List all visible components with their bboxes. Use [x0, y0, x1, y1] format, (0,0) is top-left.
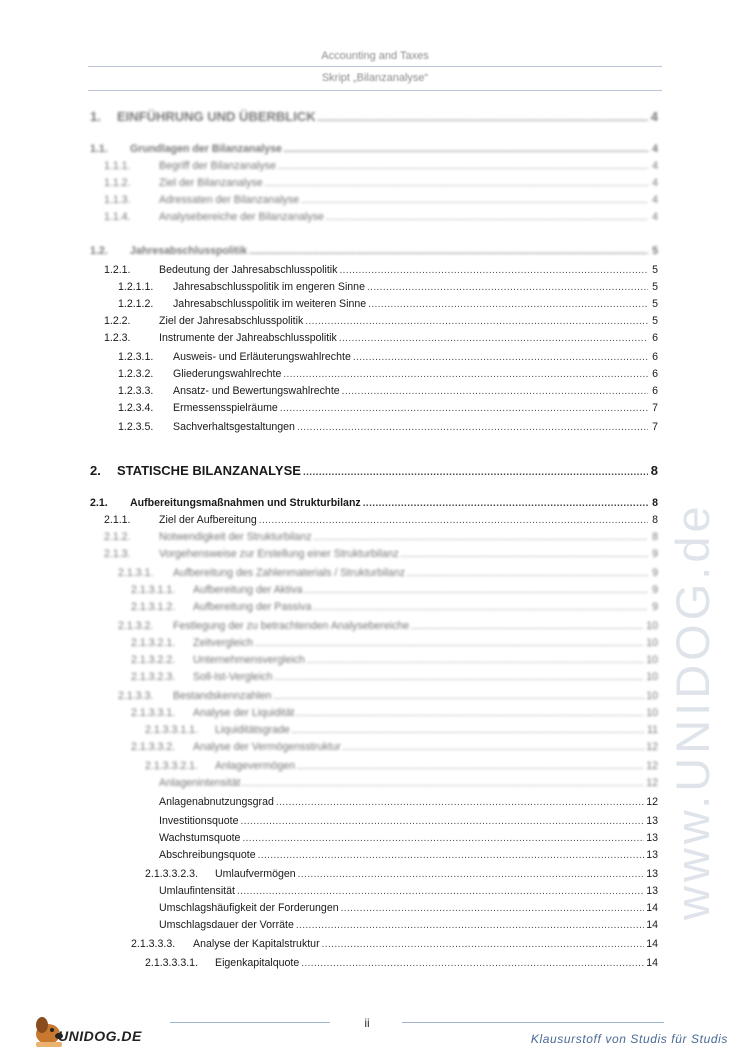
header-title: Accounting and Taxes	[321, 50, 429, 62]
toc-dot-leader	[242, 778, 644, 789]
toc-entry-number: 2.1.3.3.1.	[131, 707, 176, 719]
toc-entry	[159, 919, 658, 935]
toc-entry-number: 2.1.3.3.3.	[131, 938, 176, 950]
toc-entry	[159, 885, 658, 901]
toc-dot-leader	[265, 178, 648, 189]
toc-entry	[90, 109, 658, 125]
toc-entry-page: 10	[646, 707, 658, 719]
footer-line-left	[170, 1022, 330, 1023]
toc-dot-leader	[318, 113, 648, 124]
toc-entry-page: 10	[646, 654, 658, 666]
toc-dot-leader	[307, 655, 644, 666]
toc-dot-leader	[259, 515, 648, 526]
toc-entry-page: 4	[652, 143, 658, 155]
toc-entry-title: Umschlagshäufigkeit der Forderungen	[159, 902, 339, 914]
toc-entry-page: 10	[646, 690, 658, 702]
toc-entry-number: 1.	[90, 109, 101, 124]
toc-dot-leader	[241, 816, 645, 827]
toc-entry	[159, 849, 658, 865]
toc-entry	[159, 777, 658, 793]
toc-entry-page: 6	[652, 385, 658, 397]
toc-dot-leader	[242, 833, 644, 844]
toc-entry	[131, 671, 658, 687]
toc-entry-title: Ermessensspielräume	[173, 402, 278, 414]
page-number: ii	[364, 1016, 370, 1030]
toc-entry-title: Umlaufintensität	[159, 885, 235, 897]
toc-entry	[118, 385, 658, 401]
toc-dot-leader	[401, 549, 648, 560]
toc-entry-number: 2.1.3.1.	[118, 567, 154, 579]
toc-entry	[118, 298, 658, 314]
toc-entry-number: 1.2.1.	[104, 264, 131, 276]
toc-entry-page: 4	[650, 109, 658, 124]
toc-entry	[145, 760, 658, 776]
toc-dot-leader	[276, 797, 644, 808]
toc-entry-number: 1.2.3.4.	[118, 402, 154, 414]
toc-entry-page: 4	[652, 177, 658, 189]
toc-entry-title: Ziel der Jahresabschlusspolitik	[159, 315, 304, 327]
toc-entry-title: Liquiditätsgrade	[215, 724, 290, 736]
toc-entry-number: 1.2.3.2.	[118, 368, 154, 380]
toc-entry-page: 6	[652, 368, 658, 380]
toc-entry-number: 2.	[90, 463, 101, 478]
toc-entry-page: 8	[652, 497, 658, 509]
footer-slogan: Klausurstoff von Studis für Studis	[530, 1032, 728, 1046]
toc-entry-page: 14	[646, 919, 658, 931]
toc-entry-title: Umschlagsdauer der Vorräte	[159, 919, 294, 931]
toc-entry-title: Sachverhaltsgestaltungen	[173, 421, 295, 433]
toc-entry	[104, 531, 658, 547]
toc-entry-page: 8	[652, 531, 658, 543]
toc-entry	[159, 796, 658, 812]
toc-entry	[118, 402, 658, 418]
toc-entry-page: 9	[652, 584, 658, 596]
toc-entry-number: 2.1.3.1.1.	[131, 584, 176, 596]
toc-entry-number: 2.1.3.3.3.1.	[145, 957, 199, 969]
toc-entry-number: 1.2.1.1.	[118, 281, 154, 293]
toc-entry-page: 9	[652, 601, 658, 613]
toc-entry-page: 5	[652, 264, 658, 276]
toc-entry-title: Adressaten der Bilanzanalyse	[159, 194, 300, 206]
toc-entry-number: 1.2.2.	[104, 315, 131, 327]
toc-entry-number: 1.2.3.1.	[118, 351, 154, 363]
toc-entry	[104, 332, 658, 348]
toc-entry-title: Zeitvergleich	[193, 637, 254, 649]
toc-entry-number: 1.1.2.	[104, 177, 131, 189]
toc-entry-title: Ziel der Bilanzanalyse	[159, 177, 263, 189]
toc-entry-number: 2.1.3.3.2.	[131, 741, 176, 753]
toc-dot-leader	[297, 761, 644, 772]
toc-dot-leader	[283, 369, 648, 380]
toc-dot-leader	[284, 144, 648, 155]
toc-dot-leader	[258, 850, 645, 861]
toc-dot-leader	[342, 386, 648, 397]
toc-entry-number: 1.2.3.5.	[118, 421, 154, 433]
toc-entry-page: 8	[652, 514, 658, 526]
toc-entry-page: 4	[652, 160, 658, 172]
toc-dot-leader	[296, 708, 644, 719]
toc-entry-page: 7	[652, 421, 658, 433]
toc-entry-number: 1.2.3.	[104, 332, 131, 344]
toc-entry-page: 12	[646, 777, 658, 789]
toc-entry-title: Jahresabschlusspolitik im engeren Sinne	[173, 281, 365, 293]
toc-dot-leader	[255, 638, 644, 649]
toc-entry	[131, 654, 658, 670]
toc-entry	[145, 868, 658, 884]
toc-dot-leader	[341, 903, 645, 914]
toc-dot-leader	[278, 161, 648, 172]
toc-dot-leader	[326, 212, 648, 223]
toc-entry	[118, 421, 658, 437]
toc-entry	[104, 177, 658, 193]
toc-entry-title: Ziel der Aufbereitung	[159, 514, 257, 526]
toc-entry-page: 10	[646, 671, 658, 683]
toc-entry-title: Investitionsquote	[159, 815, 239, 827]
toc-entry	[159, 832, 658, 848]
toc-entry-number: 2.1.3.3.1.1.	[145, 724, 199, 736]
toc-entry-page: 13	[646, 868, 658, 880]
toc-dot-leader	[339, 265, 648, 276]
watermark-text: www.UNIDOG.de	[666, 502, 719, 920]
footer-line-right	[402, 1022, 664, 1023]
toc-entry-title: Aufbereitung der Passiva	[193, 601, 312, 613]
toc-entry-page: 9	[652, 548, 658, 560]
toc-dot-leader	[305, 585, 648, 596]
toc-entry-title: Abschreibungsquote	[159, 849, 256, 861]
toc-dot-leader	[407, 568, 648, 579]
toc-entry-title: Soll-Ist-Vergleich	[193, 671, 273, 683]
toc-dot-leader	[363, 498, 648, 509]
toc-entry-title: STATISCHE BILANZANALYSE	[117, 463, 301, 478]
toc-entry-title: Ausweis- und Erläuterungswahlrechte	[173, 351, 351, 363]
toc-entry-page: 6	[652, 351, 658, 363]
toc-entry-page: 7	[652, 402, 658, 414]
toc-entry-title: Begriff der Bilanzanalyse	[159, 160, 276, 172]
toc-entry-page: 5	[652, 281, 658, 293]
toc-entry-title: Aufbereitung der Aktiva	[193, 584, 303, 596]
toc-entry	[90, 463, 658, 479]
toc-entry-number: 1.1.	[90, 143, 108, 155]
toc-entry	[104, 264, 658, 280]
toc-entry-title: Eigenkapitalquote	[215, 957, 300, 969]
toc-entry-page: 14	[646, 957, 658, 969]
toc-entry-page: 10	[646, 620, 658, 632]
toc-entry-title: Gliederungswahlrechte	[173, 368, 282, 380]
toc-entry-page: 14	[646, 938, 658, 950]
toc-entry-page: 4	[652, 211, 658, 223]
toc-entry-number: 2.1.1.	[104, 514, 131, 526]
toc-entry-title: Unternehmensvergleich	[193, 654, 305, 666]
toc-entry-page: 13	[646, 832, 658, 844]
toc-entry-number: 2.1.3.	[104, 548, 131, 560]
toc-entry	[131, 637, 658, 653]
toc-entry-number: 2.1.3.3.2.1.	[145, 760, 199, 772]
toc-entry-number: 2.1.3.2.	[118, 620, 154, 632]
toc-entry-page: 13	[646, 815, 658, 827]
toc-entry	[118, 620, 658, 636]
toc-entry-title: Bedeutung der Jahresabschlusspolitik	[159, 264, 338, 276]
toc-entry	[118, 368, 658, 384]
toc-entry	[159, 902, 658, 918]
toc-entry-page: 11	[647, 724, 658, 736]
toc-dot-leader	[368, 299, 648, 310]
toc-dot-leader	[301, 958, 644, 969]
toc-entry-number: 1.1.4.	[104, 211, 131, 223]
toc-dot-leader	[249, 246, 648, 257]
toc-entry-title: Anlagenintensität	[159, 777, 241, 789]
toc-entry	[131, 707, 658, 723]
toc-entry-page: 14	[646, 902, 658, 914]
toc-entry-page: 13	[646, 885, 658, 897]
toc-dot-leader	[339, 333, 648, 344]
toc-entry-number: 1.1.1.	[104, 160, 131, 172]
toc-entry-title: Ansatz- und Bewertungswahlrechte	[173, 385, 340, 397]
toc-dot-leader	[301, 195, 648, 206]
toc-entry	[104, 194, 658, 210]
toc-entry	[90, 497, 658, 513]
toc-entry-number: 2.1.3.2.1.	[131, 637, 176, 649]
toc-dot-leader	[411, 621, 644, 632]
toc-dot-leader	[297, 422, 648, 433]
toc-entry	[131, 741, 658, 757]
toc-entry-number: 1.1.3.	[104, 194, 131, 206]
toc-entry-title: Analyse der Kapitalstruktur	[193, 938, 320, 950]
toc-entry-title: Jahresabschlusspolitik im weiteren Sinne	[173, 298, 367, 310]
toc-dot-leader	[273, 691, 644, 702]
toc-entry	[90, 143, 658, 159]
toc-entry-title: Aufbereitungsmaßnahmen und Strukturbilanz	[130, 497, 361, 509]
toc-entry	[131, 601, 658, 617]
toc-entry-page: 4	[652, 194, 658, 206]
toc-entry	[131, 584, 658, 600]
toc-entry	[159, 815, 658, 831]
toc-entry-title: Analyse der Liquidität	[193, 707, 295, 719]
toc-entry-title: Vorgehensweise zur Erstellung einer Strukturbilanz	[159, 548, 399, 560]
toc-entry-page: 5	[652, 315, 658, 327]
toc-dot-leader	[314, 532, 648, 543]
toc-dot-leader	[296, 920, 644, 931]
toc-dot-leader	[274, 672, 644, 683]
toc-entry-title: Anlagenabnutzungsgrad	[159, 796, 274, 808]
toc-dot-leader	[305, 316, 648, 327]
toc-entry-title: Wachstumsquote	[159, 832, 241, 844]
toc-entry	[104, 514, 658, 530]
toc-entry-title: Analyse der Vermögensstruktur	[193, 741, 341, 753]
toc-entry-title: Notwendigkeit der Strukturbilanz	[159, 531, 312, 543]
toc-entry	[118, 567, 658, 583]
toc-entry-number: 2.1.3.2.3.	[131, 671, 176, 683]
toc-entry	[145, 957, 658, 973]
unidog-logo-text: UNIDOG.DE	[58, 1028, 142, 1044]
toc-dot-leader	[280, 403, 648, 414]
toc-entry	[131, 938, 658, 954]
toc-entry-title: Analysebereiche der Bilanzanalyse	[159, 211, 324, 223]
toc-dot-leader	[367, 282, 648, 293]
toc-entry	[145, 724, 658, 740]
toc-dot-leader	[343, 742, 644, 753]
toc-entry-page: 9	[652, 567, 658, 579]
toc-entry	[90, 245, 658, 261]
toc-entry	[104, 315, 658, 331]
toc-entry-number: 2.1.3.1.2.	[131, 601, 176, 613]
toc-entry-title: Anlagevermögen	[215, 760, 296, 772]
toc-entry	[118, 690, 658, 706]
toc-entry	[104, 548, 658, 564]
toc-entry-page: 12	[646, 760, 658, 772]
toc-entry-page: 5	[652, 245, 658, 257]
toc-entry	[118, 281, 658, 297]
toc-entry-number: 2.1.2.	[104, 531, 131, 543]
toc-entry-title: Jahresabschlusspolitik	[130, 245, 248, 257]
toc-entry-number: 2.1.3.3.2.3.	[145, 868, 199, 880]
toc-entry-page: 6	[652, 332, 658, 344]
toc-entry-title: Aufbereitung des Zahlenmaterials / Strukturbilanz	[173, 567, 406, 579]
toc-dot-leader	[322, 939, 645, 950]
toc-dot-leader	[292, 725, 645, 736]
toc-entry-title: Grundlagen der Bilanzanalyse	[130, 143, 282, 155]
toc-entry-number: 1.2.	[90, 245, 108, 257]
toc-entry-title: Instrumente der Jahreabschlusspolitik	[159, 332, 337, 344]
toc-entry-page: 12	[646, 741, 658, 753]
toc-entry-number: 2.1.	[90, 497, 108, 509]
toc-entry-number: 1.2.3.3.	[118, 385, 154, 397]
toc-entry-page: 12	[646, 796, 658, 808]
toc-dot-leader	[353, 352, 648, 363]
toc-dot-leader	[303, 467, 648, 478]
toc-dot-leader	[313, 602, 648, 613]
toc-dot-leader	[237, 886, 644, 897]
toc-entry-page: 8	[650, 463, 658, 478]
toc-entry	[104, 160, 658, 176]
toc-entry-title: Umlaufvermögen	[215, 868, 296, 880]
toc-dot-leader	[298, 869, 645, 880]
toc-entry-title: Festlegung der zu betrachtenden Analysebereiche	[173, 620, 410, 632]
toc-entry-title: EINFÜHRUNG UND ÜBERBLICK	[117, 109, 316, 124]
header-subtitle: Skript „Bilanzanalyse“	[321, 72, 429, 84]
toc-entry-number: 1.2.1.2.	[118, 298, 154, 310]
toc-entry	[104, 211, 658, 227]
toc-entry-title: Bestandskennzahlen	[173, 690, 272, 702]
toc-entry-page: 13	[646, 849, 658, 861]
toc-entry-page: 10	[646, 637, 658, 649]
toc-entry-page: 5	[652, 298, 658, 310]
toc-entry-number: 2.1.3.2.2.	[131, 654, 176, 666]
toc-entry-number: 2.1.3.3.	[118, 690, 154, 702]
toc-entry	[118, 351, 658, 367]
